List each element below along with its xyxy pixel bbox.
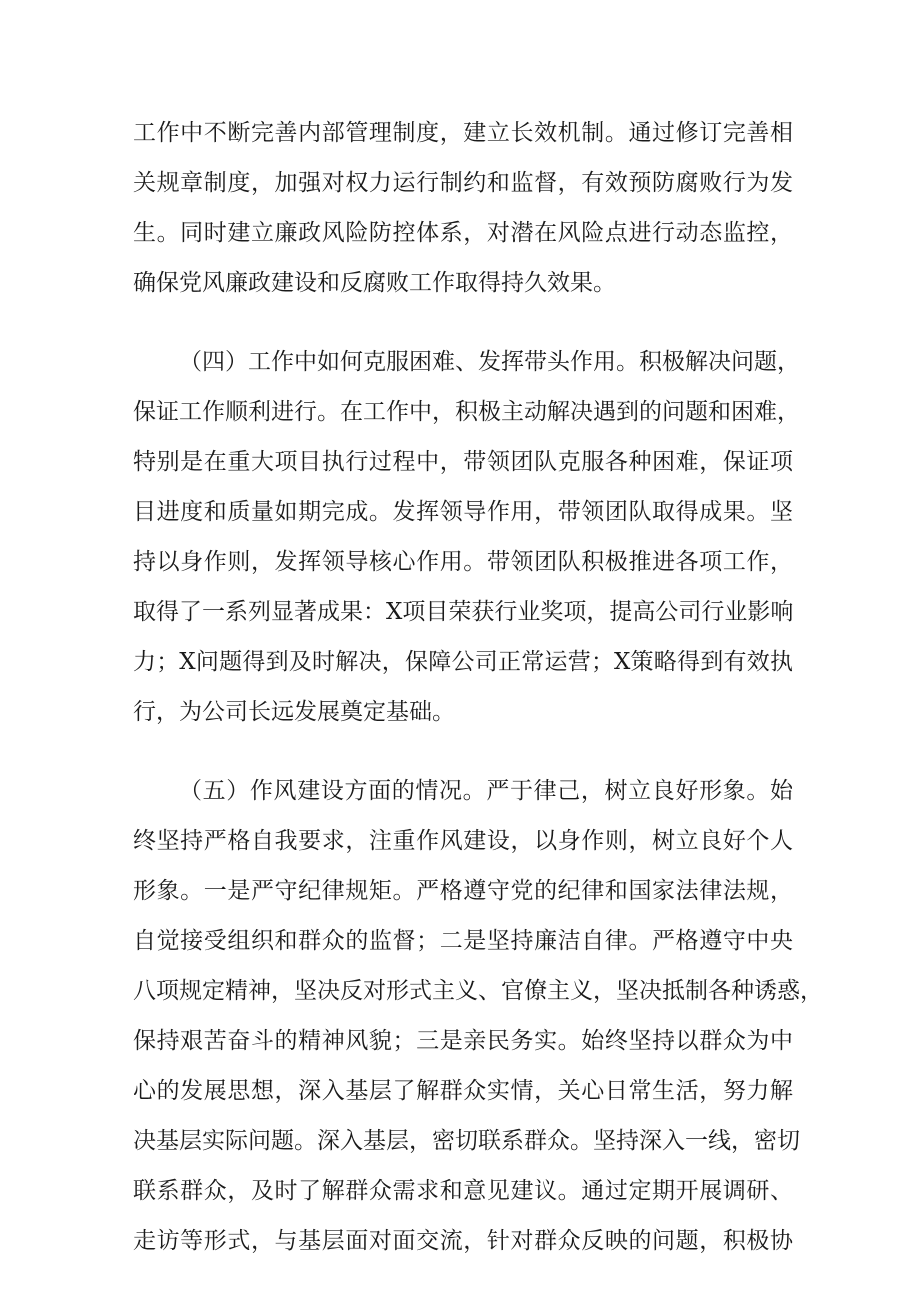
text-line: 工作中不断完善内部管理制度，建立长效机制。通过修订完善相 xyxy=(133,120,793,146)
text-line: 取得了一系列显著成果：X项目荣获行业奖项，提高公司行业影响 xyxy=(133,599,794,625)
text-line: 特别是在重大项目执行过程中，带领团队克服各种困难，保证项 xyxy=(133,449,793,475)
text-line: 终坚持严格自我要求，注重作风建设，以身作则，树立良好个人 xyxy=(133,828,793,854)
text-line: 决基层实际问题。深入基层，密切联系群众。坚持深入一线，密切 xyxy=(133,1128,800,1154)
paragraph-internal-management xyxy=(133,108,793,308)
text-line: 联系群众，及时了解群众需求和意见建议。通过定期开展调研、 xyxy=(133,1178,793,1204)
paragraph-spacer xyxy=(133,737,793,766)
text-line: 八项规定精神，坚决反对形式主义、官僚主义，坚决抵制各种诱惑， xyxy=(133,978,823,1004)
text-line: 关规章制度，加强对权力运行制约和监督，有效预防腐败行为发 xyxy=(133,170,793,196)
text-line: 生。同时建立廉政风险防控体系，对潜在风险点进行动态监控， xyxy=(133,220,793,246)
text-line: 持以身作则，发挥领导核心作用。带领团队积极推进各项工作， xyxy=(133,549,793,575)
text-line: 自觉接受组织和群众的监督；二是坚持廉洁自律。严格遵守中央 xyxy=(133,928,793,954)
paragraph-section-four xyxy=(133,337,800,737)
text-line: （四）工作中如何克服困难、发挥带头作用。积极解决问题， xyxy=(179,349,800,375)
text-line: 目进度和质量如期完成。发挥领导作用，带领团队取得成果。坚 xyxy=(133,499,793,525)
text-line: 形象。一是严守纪律规矩。严格遵守党的纪律和国家法律法规， xyxy=(133,878,793,904)
text-line: 力；X问题得到及时解决，保障公司正常运营；X策略得到有效执 xyxy=(133,649,793,675)
text-line: 行，为公司长远发展奠定基础。 xyxy=(133,699,455,725)
text-line: （五）作风建设方面的情况。严于律己，树立良好形象。始 xyxy=(179,778,793,804)
text-line: 确保党风廉政建设和反腐败工作取得持久效果。 xyxy=(133,270,616,296)
paragraph-section-five xyxy=(133,766,823,1266)
text-line: 保证工作顺利进行。在工作中，积极主动解决遇到的问题和困难， xyxy=(133,399,800,425)
text-line: 心的发展思想，深入基层了解群众实情，关心日常生活，努力解 xyxy=(133,1078,793,1104)
document-body xyxy=(133,108,823,1266)
text-line: 保持艰苦奋斗的精神风貌；三是亲民务实。始终坚持以群众为中 xyxy=(133,1028,793,1054)
paragraph-spacer xyxy=(133,308,793,337)
text-line: 走访等形式，与基层面对面交流，针对群众反映的问题，积极协 xyxy=(133,1228,793,1254)
